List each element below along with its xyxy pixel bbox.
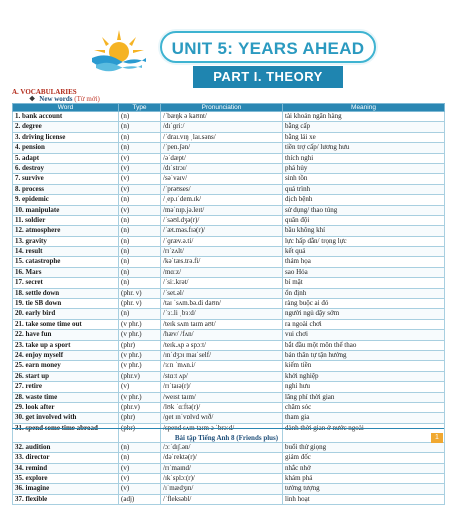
table-row	[13, 453, 445, 463]
table-row	[13, 236, 445, 246]
cell-type: (n)	[119, 453, 161, 463]
cell-pronunciation: /əˈdæpt/	[161, 153, 283, 163]
cell-type: (n)	[119, 215, 161, 225]
cell-pronunciation: /məˈnɪp.jə.leɪt/	[161, 205, 283, 215]
cell-pronunciation: /stɑːt ʌp/	[161, 371, 283, 381]
cell-pronunciation: /ˈɜː.li ˌbɜːd/	[161, 309, 283, 319]
cell-word: 37. flexible	[13, 494, 119, 504]
cell-meaning: ràng buộc ai đó	[283, 299, 445, 309]
footer-text: Bài tập Tiếng Anh 8 (Friends plus)	[174, 434, 279, 442]
cell-pronunciation: /ˈprəʊses/	[161, 184, 283, 194]
cell-type: (v phr.)	[119, 361, 161, 371]
table-row	[13, 473, 445, 483]
cell-pronunciation: /ɜːn ˈmʌn.i/	[161, 361, 283, 371]
cell-pronunciation: /ɪnˈdʒɔɪ maɪˈself/	[161, 350, 283, 360]
cell-word: 24. enjoy myself	[13, 350, 119, 360]
page-number: 1	[431, 433, 443, 443]
cell-word: 14. result	[13, 247, 119, 257]
cell-meaning: bầu không khí	[283, 226, 445, 236]
cell-type: (v)	[119, 205, 161, 215]
cell-meaning: buổi thử giọng	[283, 442, 445, 452]
cell-pronunciation: /taɪ ˈsʌm.bə.di daʊn/	[161, 299, 283, 309]
cell-meaning: giám đốc	[283, 453, 445, 463]
cell-pronunciation: /dəˈrektə(r)/	[161, 453, 283, 463]
cell-word: 10. manipulate	[13, 205, 119, 215]
cell-type: (phr. v)	[119, 288, 161, 298]
cell-pronunciation: /dɪˈɡriː/	[161, 122, 283, 132]
cell-word: 9. epidemic	[13, 195, 119, 205]
cell-type: (n)	[119, 236, 161, 246]
cell-word: 35. explore	[13, 473, 119, 483]
table-row	[13, 319, 445, 329]
cell-meaning: nghỉ hưu	[283, 382, 445, 392]
cell-meaning: người ngủ dậy sớm	[283, 309, 445, 319]
cell-meaning: lực hấp dẫn/ trọng lực	[283, 236, 445, 246]
cell-meaning: ổn định	[283, 288, 445, 298]
column-header-word: Word	[13, 104, 119, 112]
table-row	[13, 163, 445, 173]
cell-type: (n)	[119, 257, 161, 267]
cell-meaning: bằng cấp	[283, 122, 445, 132]
cell-meaning: khám phá	[283, 473, 445, 483]
cell-type: (phr.v)	[119, 402, 161, 412]
cell-type: (adj)	[119, 494, 161, 504]
cell-type: (v)	[119, 382, 161, 392]
cell-pronunciation: /hæv/ /fʌn/	[161, 330, 283, 340]
table-row	[13, 299, 445, 309]
cell-pronunciation: /ˈdraɪ.vɪŋ ˌlaɪ.səns/	[161, 132, 283, 142]
cell-meaning: linh hoạt	[283, 494, 445, 504]
cell-meaning: tưởng tượng	[283, 484, 445, 494]
cell-type: (n)	[119, 143, 161, 153]
cell-type: (v)	[119, 473, 161, 483]
cell-pronunciation: /ˈbæŋk ə kaʊnt/	[161, 112, 283, 122]
cell-pronunciation: /rɪˈtaɪə(r)/	[161, 382, 283, 392]
table-row	[13, 153, 445, 163]
cell-word: 30. get involved with	[13, 413, 119, 423]
cell-word: 17. secret	[13, 278, 119, 288]
cell-pronunciation: /dɪˈstrɔɪ/	[161, 163, 283, 173]
cell-meaning: kiếm tiền	[283, 361, 445, 371]
cell-pronunciation: /ɡet ɪnˈvɒlvd wɪð/	[161, 413, 283, 423]
cell-pronunciation: /ɪkˈsplɔː(r)/	[161, 473, 283, 483]
cell-word: 6. destroy	[13, 163, 119, 173]
cell-meaning: thích nghi	[283, 153, 445, 163]
cell-pronunciation: /ɪˈmædʒɪn/	[161, 484, 283, 494]
cell-word: 26. start up	[13, 371, 119, 381]
cell-word: 22. have fun	[13, 330, 119, 340]
cell-word: 15. catastrophe	[13, 257, 119, 267]
cell-meaning: bằng lái xe	[283, 132, 445, 142]
cell-meaning: lãng phí thời gian	[283, 392, 445, 402]
sun-logo-icon	[88, 28, 150, 72]
unit-title: UNIT 5: YEARS AHEAD	[160, 31, 376, 63]
table-row	[13, 278, 445, 288]
cell-word: 21. take some time out	[13, 319, 119, 329]
cell-type: (v)	[119, 184, 161, 194]
subheading-note: (Từ mới)	[74, 95, 100, 103]
cell-word: 11. soldier	[13, 215, 119, 225]
cell-type: (v phr.)	[119, 392, 161, 402]
cell-type: (v)	[119, 153, 161, 163]
table-row	[13, 267, 445, 277]
cell-type: (v)	[119, 463, 161, 473]
cell-type: (phr.v)	[119, 371, 161, 381]
cell-type: (n)	[119, 247, 161, 257]
cell-meaning: quá trình	[283, 184, 445, 194]
cell-type: (n)	[119, 278, 161, 288]
table-row	[13, 340, 445, 350]
cell-word: 36. imagine	[13, 484, 119, 494]
cell-pronunciation: /səˈvaɪv/	[161, 174, 283, 184]
cell-word: 16. Mars	[13, 267, 119, 277]
table-row	[13, 309, 445, 319]
table-row	[13, 484, 445, 494]
column-header-pronunciation: Pronunciation	[161, 104, 283, 112]
table-row	[13, 392, 445, 402]
cell-word: 13. gravity	[13, 236, 119, 246]
cell-word: 2. degree	[13, 122, 119, 132]
cell-meaning: tham gia	[283, 413, 445, 423]
cell-word: 5. adapt	[13, 153, 119, 163]
footer-divider	[12, 428, 444, 429]
table-row	[13, 402, 445, 412]
table-row	[13, 382, 445, 392]
table-row	[13, 143, 445, 153]
section-heading: A. VOCABULARIES	[12, 88, 77, 96]
cell-type: (v)	[119, 163, 161, 173]
cell-meaning: sinh tồn	[283, 174, 445, 184]
cell-type: (n)	[119, 267, 161, 277]
cell-type: (n)	[119, 112, 161, 122]
table-row	[13, 371, 445, 381]
cell-word: 19. tie SB down	[13, 299, 119, 309]
table-row	[13, 494, 445, 504]
cell-type: (v)	[119, 174, 161, 184]
table-row	[13, 112, 445, 122]
cell-pronunciation: /ˈsəʊl.dʒə(r)/	[161, 215, 283, 225]
table-row	[13, 442, 445, 452]
table-row	[13, 205, 445, 215]
cell-pronunciation: /ˈpen.ʃən/	[161, 143, 283, 153]
cell-word: 29. look after	[13, 402, 119, 412]
table-row	[13, 257, 445, 267]
table-row	[13, 174, 445, 184]
cell-meaning: chăm sóc	[283, 402, 445, 412]
cell-type: (v phr.)	[119, 330, 161, 340]
table-row	[13, 288, 445, 298]
table-row	[13, 350, 445, 360]
cell-pronunciation: /ˈɡræv.ə.ti/	[161, 236, 283, 246]
part-title: PART I. THEORY	[193, 66, 343, 88]
cell-meaning: dịch bệnh	[283, 195, 445, 205]
cell-type: (n)	[119, 122, 161, 132]
cell-meaning: bắt đầu một môn thể thao	[283, 340, 445, 350]
cell-type: (n)	[119, 309, 161, 319]
cell-type: (v phr.)	[119, 350, 161, 360]
cell-pronunciation: /lʊk ˈɑːftə(r)/	[161, 402, 283, 412]
cell-word: 27. retire	[13, 382, 119, 392]
cell-word: 23. take up a sport	[13, 340, 119, 350]
cell-word: 32. audition	[13, 442, 119, 452]
cell-word: 4. pension	[13, 143, 119, 153]
cell-word: 33. director	[13, 453, 119, 463]
cell-word: 34. remind	[13, 463, 119, 473]
cell-pronunciation: /ˈæt.məs.fɪə(r)/	[161, 226, 283, 236]
column-header-meaning: Meaning	[283, 104, 445, 112]
table-row	[13, 132, 445, 142]
cell-meaning: sao Hỏa	[283, 267, 445, 277]
table-row	[13, 361, 445, 371]
subheading-label: New words	[39, 95, 73, 103]
cell-pronunciation: /teɪk sʌm taɪm aʊt/	[161, 319, 283, 329]
cell-type: (n)	[119, 442, 161, 452]
cell-meaning: nhắc nhở	[283, 463, 445, 473]
cell-type: (v phr.)	[119, 319, 161, 329]
table-row	[13, 247, 445, 257]
table-row	[13, 330, 445, 340]
cell-pronunciation: /weɪst taɪm/	[161, 392, 283, 402]
cell-meaning: phá hủy	[283, 163, 445, 173]
cell-meaning: kết quả	[283, 247, 445, 257]
cell-word: 7. survive	[13, 174, 119, 184]
cell-type: (phr)	[119, 340, 161, 350]
cell-word: 20. early bird	[13, 309, 119, 319]
diamond-bullet-icon: ❖	[29, 95, 36, 103]
cell-meaning: quân đội	[283, 215, 445, 225]
cell-meaning: bí mật	[283, 278, 445, 288]
cell-meaning: bản thân tự tận hưởng	[283, 350, 445, 360]
cell-pronunciation: /rɪˈmaɪnd/	[161, 463, 283, 473]
cell-type: (phr. v)	[119, 299, 161, 309]
cell-meaning: khởi nghiệp	[283, 371, 445, 381]
cell-type: (v)	[119, 484, 161, 494]
cell-pronunciation: /mɑːz/	[161, 267, 283, 277]
cell-meaning: tài khoản ngân hàng	[283, 112, 445, 122]
cell-meaning: thảm họa	[283, 257, 445, 267]
cell-pronunciation: /ˈfleksəbl/	[161, 494, 283, 504]
column-header-type: Type	[119, 104, 161, 112]
cell-pronunciation: /rɪˈzʌlt/	[161, 247, 283, 257]
cell-pronunciation: /ˈsiː.krət/	[161, 278, 283, 288]
table-row	[13, 215, 445, 225]
cell-pronunciation: /ˌep.ɪˈdem.ɪk/	[161, 195, 283, 205]
table-row	[13, 195, 445, 205]
cell-meaning: vui chơi	[283, 330, 445, 340]
cell-meaning: tiền trợ cấp/ lương hưu	[283, 143, 445, 153]
cell-word: 12. atmosphere	[13, 226, 119, 236]
cell-type: (n)	[119, 195, 161, 205]
cell-type: (n)	[119, 226, 161, 236]
cell-pronunciation: /teɪk.ʌp ə spɔːt/	[161, 340, 283, 350]
cell-pronunciation: /kəˈtæs.trə.fi/	[161, 257, 283, 267]
table-row	[13, 122, 445, 132]
cell-type: (phr)	[119, 413, 161, 423]
cell-word: 18. settle down	[13, 288, 119, 298]
cell-pronunciation: /ɔːˈdɪʃ.ən/	[161, 442, 283, 452]
cell-word: 8. process	[13, 184, 119, 194]
table-row	[13, 413, 445, 423]
cell-word: 1. bank account	[13, 112, 119, 122]
table-row	[13, 226, 445, 236]
cell-meaning: ra ngoài chơi	[283, 319, 445, 329]
cell-word: 3. driving license	[13, 132, 119, 142]
cell-word: 25. earn money	[13, 361, 119, 371]
cell-type: (n)	[119, 132, 161, 142]
table-row	[13, 184, 445, 194]
cell-word: 28. waste time	[13, 392, 119, 402]
cell-pronunciation: /ˈset.əl/	[161, 288, 283, 298]
vocabulary-table	[12, 103, 445, 505]
table-row	[13, 463, 445, 473]
cell-meaning: sử dụng/ thao túng	[283, 205, 445, 215]
subheading	[29, 95, 100, 103]
table-header-row	[13, 104, 445, 112]
